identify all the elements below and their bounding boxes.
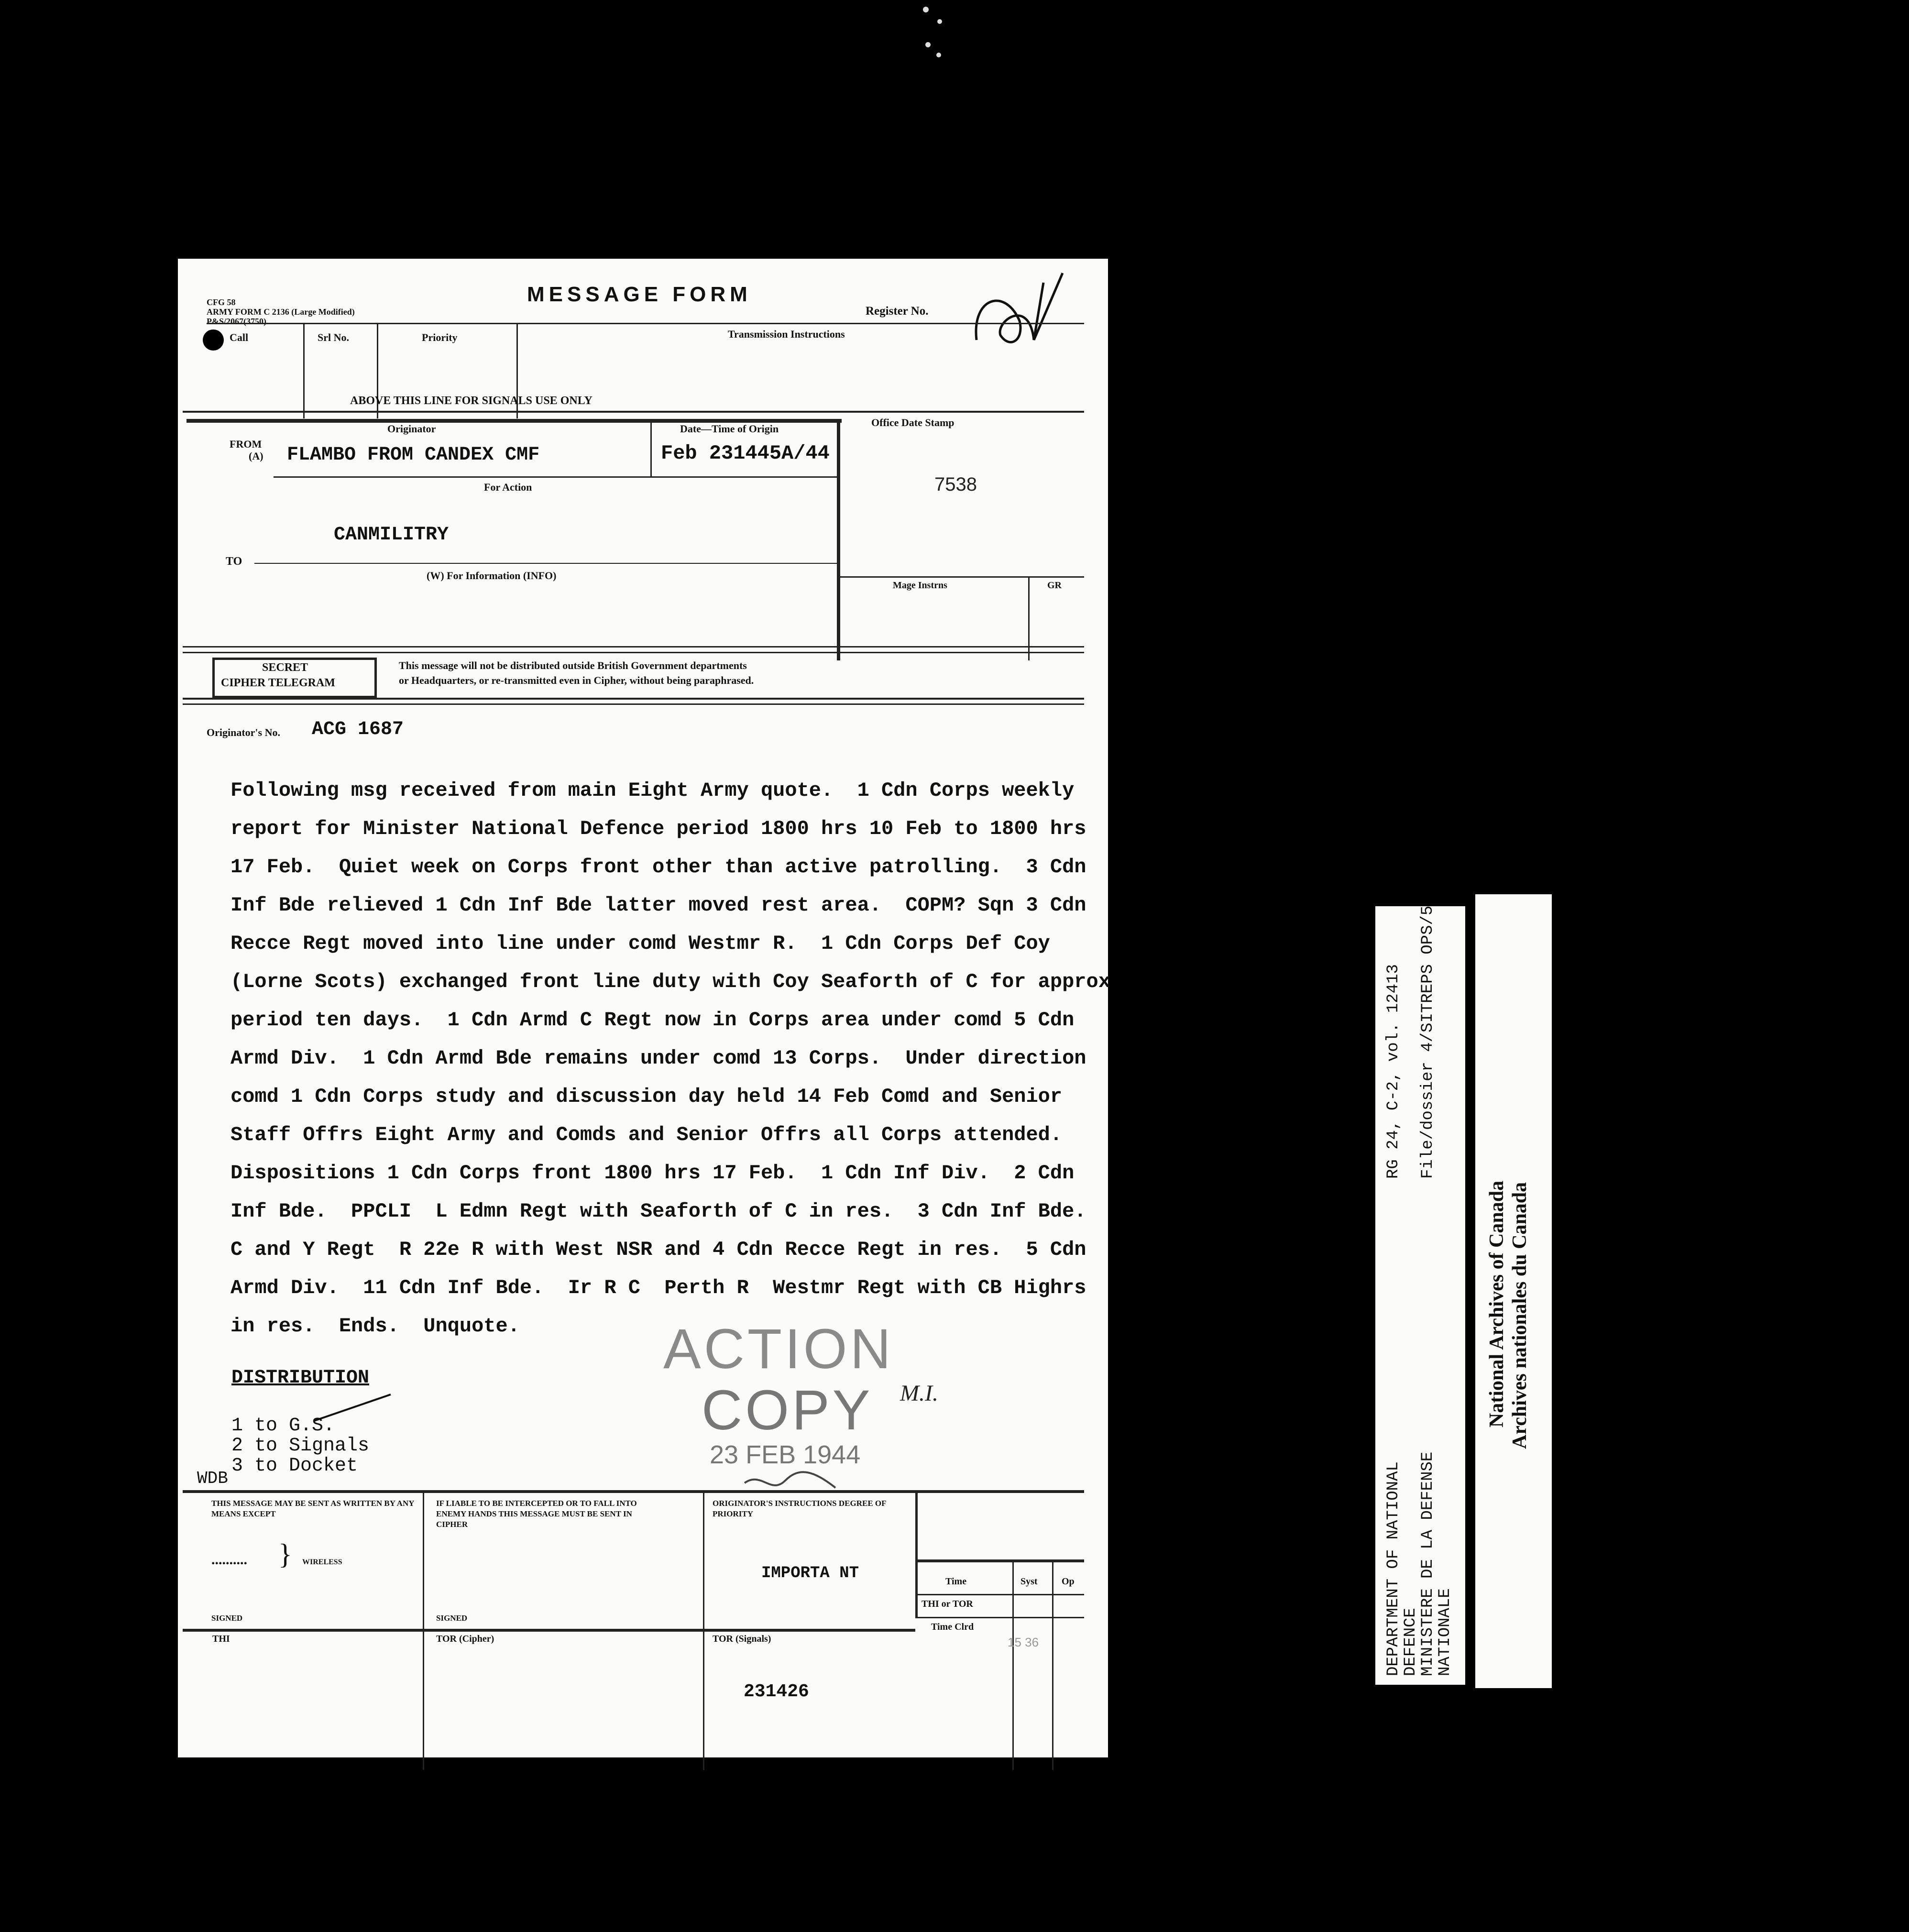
body-line: 17 Feb. Quiet week on Corps front other than active patrolling. 3 Cdn: [230, 856, 1086, 878]
date-value: Feb 231445A/44: [661, 442, 830, 465]
priority-value: IMPORTA NT: [761, 1564, 859, 1582]
time-clrd-value: 15 36: [1008, 1635, 1039, 1649]
body-line: Armd Div. 11 Cdn Inf Bde. Ir R C Perth R Westmr Regt with CB Highrs: [230, 1276, 1086, 1299]
transmission-label: Transmission Instructions: [728, 328, 845, 340]
from-value: FLAMBO FROM CANDEX CMF: [287, 444, 540, 466]
form-code-3: P&S/2067(3750): [207, 317, 266, 326]
signals-use-line: ABOVE THIS LINE FOR SIGNALS USE ONLY: [350, 395, 592, 407]
body-line: Dispositions 1 Cdn Corps front 1800 hrs 17 Feb. 1 Cdn Inf Div. 2 Cdn: [230, 1162, 1075, 1185]
rg-reference: RG 24, C-2, vol. 12413: [1384, 964, 1403, 1179]
form-code-2: ARMY FORM C 2136 (Large Modified): [207, 307, 355, 317]
stamp-copy: COPY: [702, 1379, 873, 1442]
secret-label: SECRET: [262, 661, 308, 674]
from-sub-label: (A): [249, 450, 263, 462]
message-form: [178, 259, 1108, 1757]
archive-reference-label: [1375, 906, 1465, 1685]
stamp-action: ACTION: [663, 1317, 894, 1381]
to-label: TO: [226, 555, 242, 568]
dept-en: DEPARTMENT OF NATIONAL: [1384, 1461, 1403, 1676]
gr-label: GR: [1047, 580, 1062, 591]
film-speck: [936, 53, 941, 57]
cipher-note: IF LIABLE TO BE INTERCEPTED OR TO FALL INTO ENEMY HANDS THIS MESSAGE MUST BE SENT IN CIPHER: [436, 1499, 637, 1529]
sent-as-written-text: THIS MESSAGE MAY BE SENT AS WRITTEN BY ANY MEANS EXCEPT: [211, 1499, 414, 1518]
form-title: MESSAGE FORM: [527, 283, 752, 306]
tor-signals-value: 231426: [744, 1681, 809, 1702]
distribution-title: DISTRIBUTION: [231, 1367, 370, 1389]
punch-hole: [203, 329, 224, 351]
tor-cipher-label: TOR (Cipher): [436, 1634, 494, 1644]
thi-label: THI: [212, 1634, 230, 1644]
secret-notice-line1: This message will not be distributed outside British Government departments: [399, 659, 747, 671]
dept-en-2: DEFENCE: [1402, 1608, 1420, 1676]
body-line: C and Y Regt R 22e R with West NSR and 4 Cdn Recce Regt in res. 5 Cdn: [230, 1238, 1086, 1261]
stamp-scribble: [742, 1469, 838, 1497]
call-label: Call: [230, 331, 249, 343]
tor-signals-label: TOR (Signals): [713, 1634, 771, 1644]
body-line: Armd Div. 1 Cdn Armd Bde remains under comd 13 Corps. Under direction: [230, 1047, 1086, 1070]
signed-label: SIGNED: [211, 1614, 243, 1623]
body-line: report for Minister National Defence period 1800 hrs 10 Feb to 1800 hrs: [230, 817, 1086, 840]
lac-french: Archives nationales du Canada: [1509, 1182, 1531, 1449]
originator-no-value: ACG 1687: [312, 719, 404, 740]
thi-tor-label: THI or TOR: [922, 1599, 973, 1609]
body-line: period ten days. 1 Cdn Armd C Regt now in Corps area under comd 5 Cdn: [230, 1009, 1075, 1032]
wdb-mark: WDB: [197, 1469, 228, 1488]
body-line: (Lorne Scots) exchanged front line duty with Coy Seaforth of C for approx: [230, 970, 1110, 993]
priority-label: Priority: [422, 331, 458, 343]
body-line: Inf Bde. PPCLI L Edmn Regt with Seaforth of C in res. 3 Cdn Inf Bde.: [230, 1200, 1086, 1223]
srl-label: Srl No.: [318, 331, 349, 343]
office-stamp-label: Office Date Stamp: [871, 417, 954, 428]
signed2-label: SIGNED: [436, 1614, 468, 1623]
message-body: [230, 771, 1110, 1345]
from-label: FROM: [230, 438, 262, 450]
body-line: Staff Offrs Eight Army and Comds and Senior Offrs all Corps attended.: [230, 1123, 1063, 1146]
distribution-item: 1 to G.S.: [231, 1415, 335, 1437]
for-action-label: For Action: [484, 481, 532, 493]
to-value: CANMILITRY: [334, 524, 449, 546]
wireless-label: WIRELESS: [302, 1558, 342, 1566]
time-label: Time: [945, 1576, 967, 1587]
body-line: Inf Bde relieved 1 Cdn Inf Bde latter moved rest area. COPM? Sqn 3 Cdn: [230, 894, 1086, 917]
body-line: Recce Regt moved into line under comd Westmr R. 1 Cdn Corps Def Coy: [230, 932, 1050, 955]
office-stamp-value: 7538: [934, 474, 977, 495]
body-line: in res. Ends. Unquote.: [230, 1315, 520, 1338]
archives-canada-label: [1475, 894, 1552, 1688]
file-reference: File/dossier 4/SITREPS OPS/5: [1419, 905, 1437, 1179]
stamp-initials: M.I.: [900, 1381, 938, 1406]
dept-fr-2: NATIONALE: [1436, 1588, 1454, 1676]
film-speck: [923, 7, 929, 12]
stamp-date: 23 FEB 1944: [710, 1440, 861, 1469]
mge-label: Mage Instrns: [893, 580, 947, 591]
originator-label: Originator: [387, 423, 436, 435]
distribution-item: 2 to Signals: [231, 1435, 370, 1457]
film-speck: [925, 42, 931, 47]
body-line: comd 1 Cdn Corps study and discussion day held 14 Feb Comd and Senior: [230, 1085, 1063, 1108]
op-label: Op: [1062, 1576, 1075, 1587]
handwritten-initials: [962, 268, 1072, 364]
distribution-item: 3 to Docket: [231, 1455, 358, 1477]
wireless-dots: ..........: [211, 1552, 247, 1568]
cipher-telegram-label: CIPHER TELEGRAM: [221, 677, 335, 689]
syst-label: Syst: [1020, 1576, 1038, 1587]
film-speck: [937, 19, 942, 24]
date-label: Date—Time of Origin: [680, 423, 779, 435]
body-line: Following msg received from main Eight Army quote. 1 Cdn Corps weekly: [230, 779, 1075, 802]
originator-instructions: ORIGINATOR'S INSTRUCTIONS DEGREE OF PRIORITY: [713, 1499, 886, 1518]
dept-fr: MINISTERE DE LA DEFENSE: [1419, 1451, 1437, 1676]
lac-english: National Archives of Canada: [1486, 1180, 1508, 1427]
info-label: (W) For Information (INFO): [427, 570, 557, 582]
secret-notice-line2: or Headquarters, or re-transmitted even in Cipher, without being paraphrased.: [399, 674, 754, 686]
time-clrd-label: Time Clrd: [931, 1622, 974, 1632]
form-code-1: CFG 58: [207, 297, 236, 307]
brace: }: [278, 1538, 292, 1570]
register-label: Register No.: [866, 305, 929, 318]
originator-no-label: Originator's No.: [207, 726, 280, 738]
